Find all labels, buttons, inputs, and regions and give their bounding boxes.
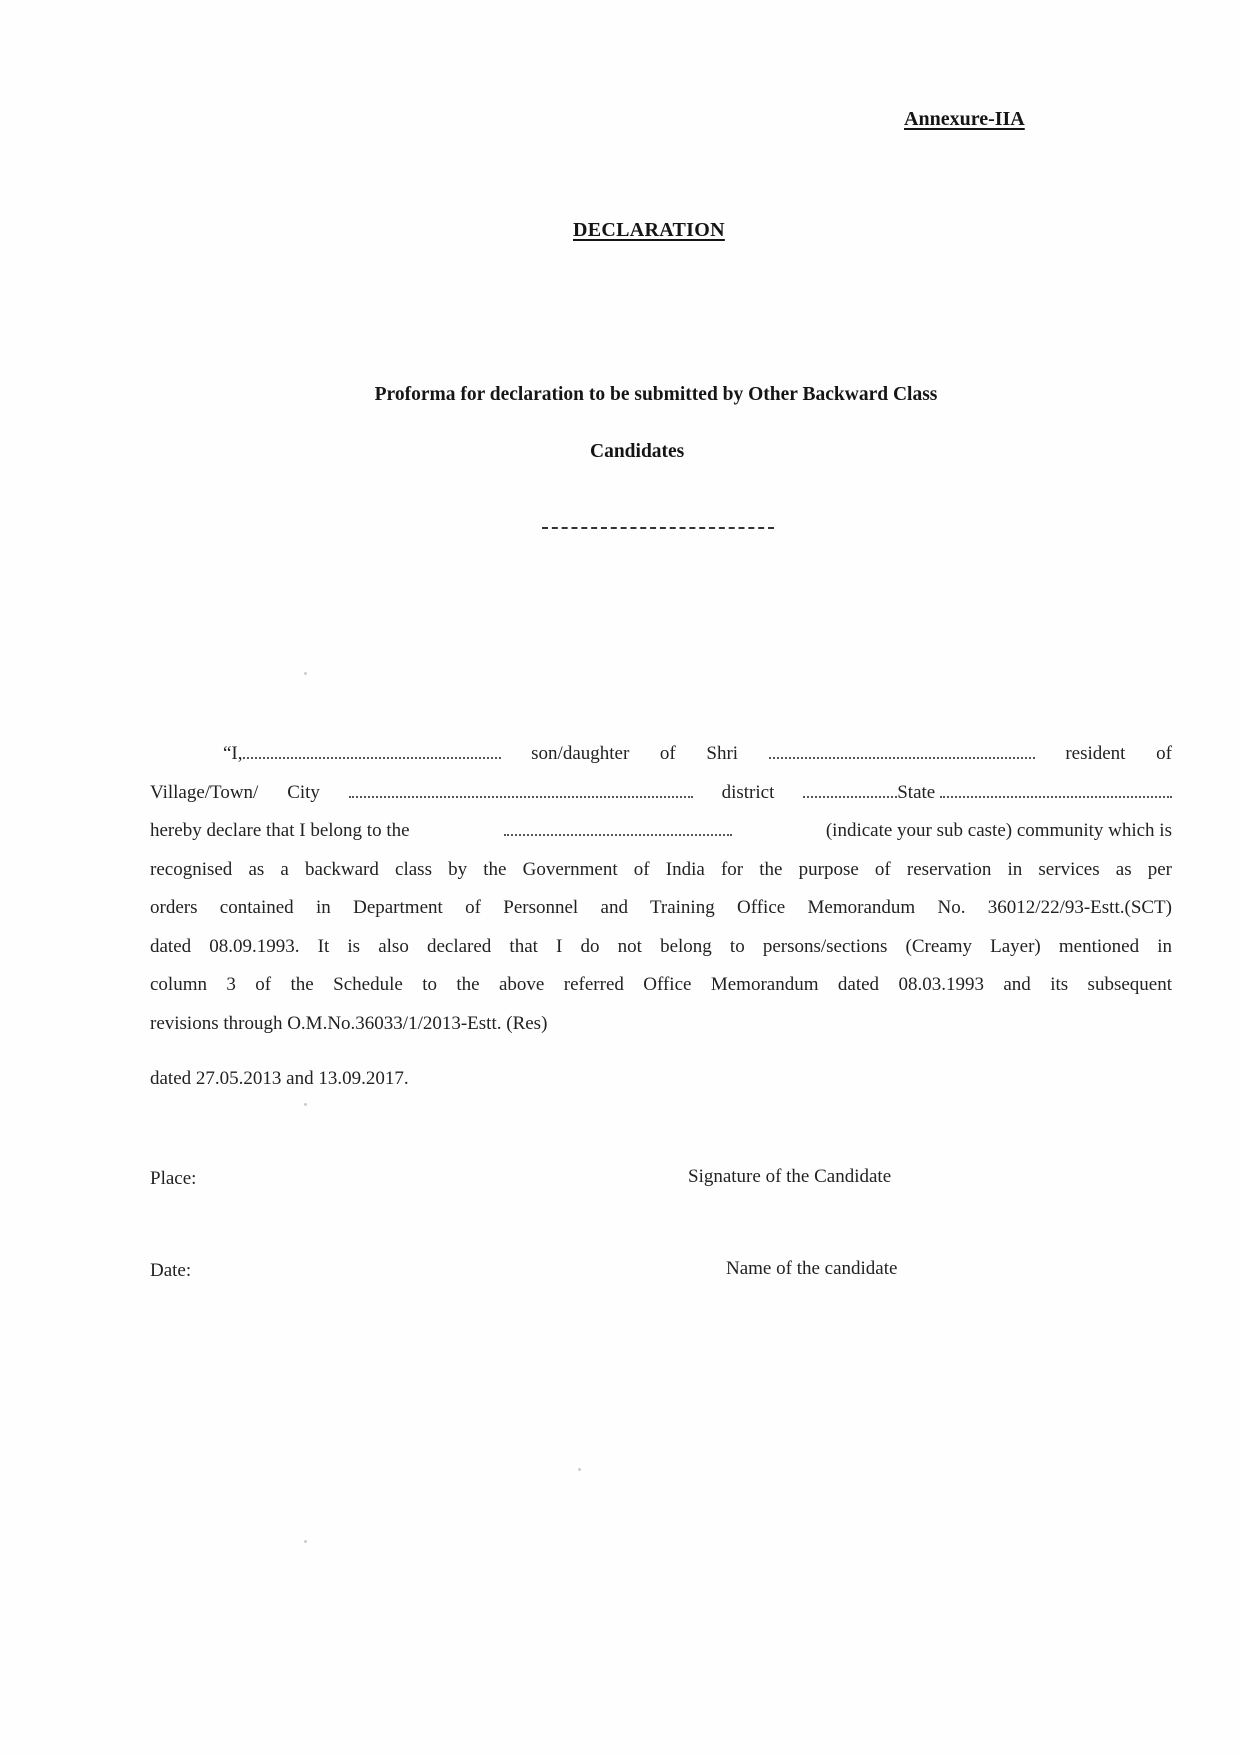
state-blank[interactable] bbox=[940, 782, 1172, 798]
paragraph-text-6: dated 08.09.1993. It is also declared that I do not belong to persons/sections (Creamy Layer) mentioned in bbox=[150, 935, 1172, 957]
dated-line: dated 27.05.2013 and 13.09.2017. bbox=[150, 1068, 409, 1089]
proforma-subtitle-line2: Candidates bbox=[590, 441, 685, 462]
village-text: Village/Town/ bbox=[150, 781, 259, 803]
date-label: Date: bbox=[150, 1260, 192, 1281]
paragraph-text-4: recognised as a backward class by the Government of India for the purpose of reservation in services as per bbox=[150, 858, 1172, 880]
scan-speck bbox=[578, 1468, 581, 1471]
of-text: of bbox=[659, 743, 676, 764]
father-name-blank[interactable] bbox=[769, 743, 1035, 759]
state-text: State bbox=[897, 781, 936, 803]
paragraph-line-5 bbox=[150, 889, 1172, 928]
candidate-name-blank[interactable] bbox=[243, 743, 501, 759]
son-daughter-text: son/daughter bbox=[531, 743, 630, 764]
belong-text: hereby declare that I belong to the bbox=[150, 820, 410, 841]
paragraph-text-5: orders contained in Department of Personnel and Training Office Memorandum No. 36012/22/93-Estt.(SCT) bbox=[150, 897, 1172, 918]
place-label: Place: bbox=[150, 1168, 197, 1189]
village-town-city-blank[interactable] bbox=[349, 782, 693, 798]
declaration-paragraph bbox=[150, 735, 1172, 1043]
paragraph-text-8: revisions through O.M.No.36033/1/2013-Estt. (Res) bbox=[150, 1012, 548, 1034]
separator-line bbox=[542, 527, 774, 529]
sub-caste-blank[interactable] bbox=[504, 820, 732, 836]
paragraph-line-4 bbox=[150, 851, 1172, 890]
declaration-title: DECLARATION bbox=[573, 219, 725, 241]
paragraph-line-1 bbox=[150, 735, 1172, 774]
scan-speck bbox=[304, 672, 307, 675]
paragraph-line-3 bbox=[150, 812, 1172, 851]
signature-label: Signature of the Candidate bbox=[688, 1166, 892, 1187]
scan-speck bbox=[304, 1103, 307, 1106]
paragraph-line-8 bbox=[150, 1005, 1172, 1044]
sub-caste-text: (indicate your sub caste) community which is bbox=[825, 820, 1172, 841]
of-text: of bbox=[1156, 743, 1172, 764]
opening-text: “I, bbox=[223, 743, 243, 764]
district-blank[interactable] bbox=[803, 782, 897, 798]
resident-text: resident bbox=[1065, 743, 1126, 764]
city-text: City bbox=[287, 781, 320, 803]
district-text: district bbox=[721, 781, 775, 803]
paragraph-line-6 bbox=[150, 928, 1172, 967]
paragraph-line-2 bbox=[150, 774, 1172, 813]
paragraph-text-7: column 3 of the Schedule to the above referred Office Memorandum dated 08.03.1993 and its subsequent bbox=[150, 974, 1172, 995]
annexure-label: Annexure-IIA bbox=[904, 108, 1025, 130]
proforma-subtitle-line1: Proforma for declaration to be submitted by Other Backward Class bbox=[374, 384, 938, 405]
scan-speck bbox=[304, 1540, 307, 1543]
candidate-name-label: Name of the candidate bbox=[726, 1258, 898, 1279]
paragraph-line-7 bbox=[150, 966, 1172, 1005]
shri-text: Shri bbox=[706, 743, 739, 764]
